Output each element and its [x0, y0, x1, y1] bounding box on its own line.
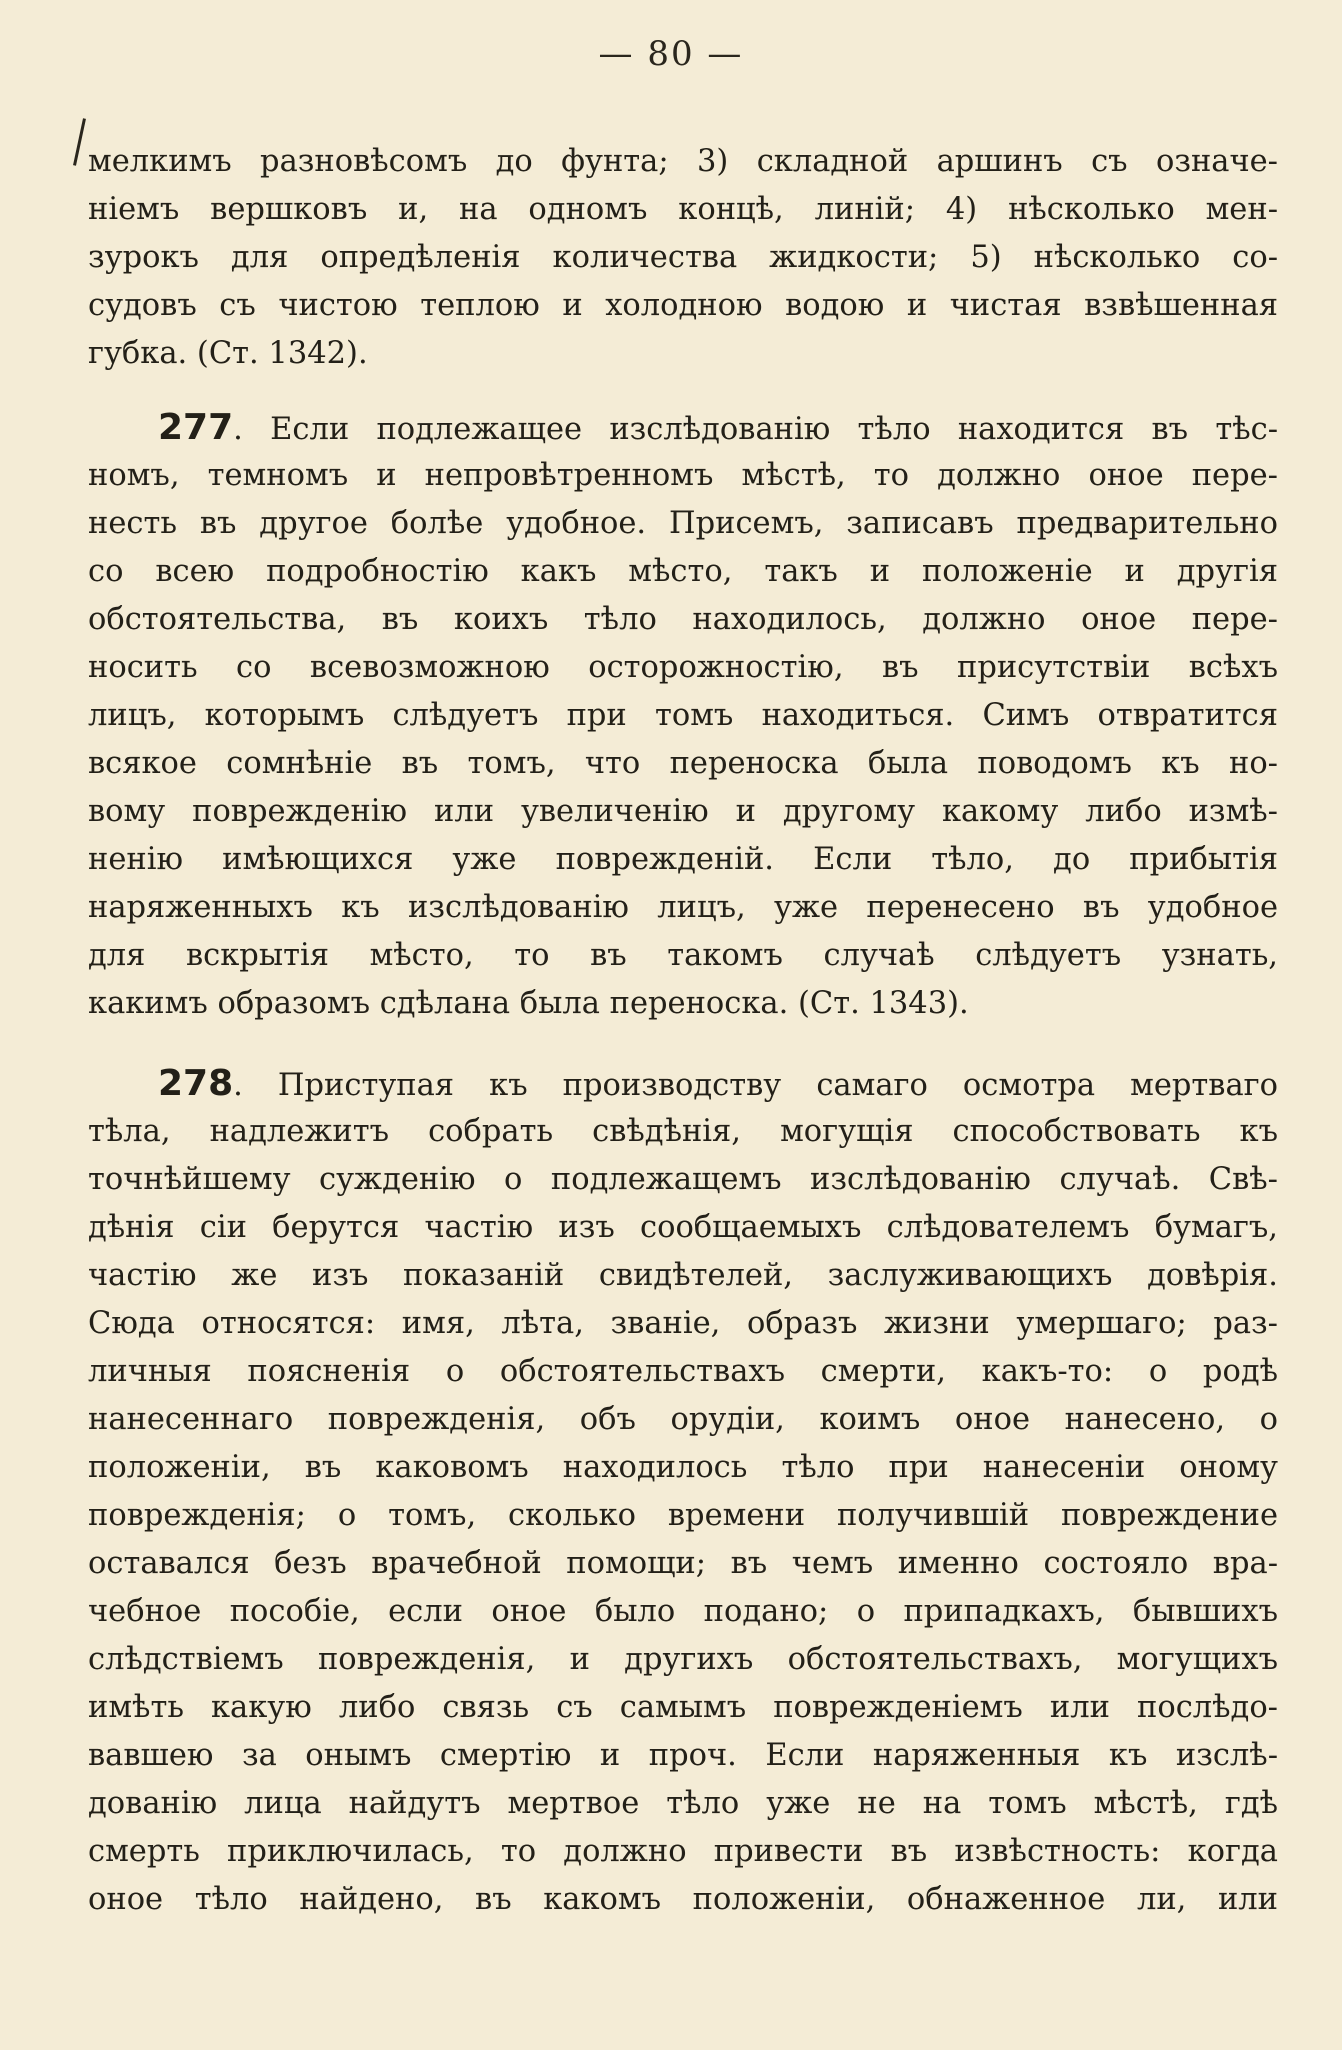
- text-line: Сюда относятся: имя, лѣта, званіе, образъ жизни умершаго; раз-: [88, 1306, 1278, 1341]
- text-line: чебное пособіе, если оное было подано; о припадкахъ, бывшихъ: [88, 1594, 1278, 1629]
- text-line-rest: . Если подлежащее изслѣдованію тѣло находится въ тѣс-: [233, 412, 1278, 447]
- text-line: слѣдствіемъ поврежденія, и другихъ обстоятельствахъ, могущихъ: [88, 1642, 1278, 1677]
- text-line: обстоятельства, въ коихъ тѣло находилось, должно оное пере-: [88, 602, 1278, 637]
- text-line: ніемъ вершковъ и, на одномъ концѣ, линій; 4) нѣсколько мен-: [88, 192, 1278, 227]
- text-line: со всею подробностію какъ мѣсто, такъ и положеніе и другія: [88, 554, 1278, 589]
- paragraph-278: [88, 1060, 1278, 1924]
- text-line: для вскрытія мѣсто, то въ такомъ случаѣ слѣдуетъ узнать,: [88, 938, 1278, 973]
- text-line: вому поврежденію или увеличенію и другому какому либо измѣ-: [88, 794, 1278, 829]
- text-line-rest: . Приступая къ производству самаго осмотра мертваго: [233, 1068, 1278, 1103]
- text-line: номъ, темномъ и непровѣтренномъ мѣстѣ, то должно оное пере-: [88, 458, 1278, 493]
- paragraph-number: 278: [158, 1063, 234, 1104]
- page-number: — 80 —: [598, 34, 744, 74]
- text-line: поврежденія; о томъ, сколько времени получившій повреждение: [88, 1498, 1278, 1533]
- text-line: лицъ, которымъ слѣдуетъ при томъ находиться. Симъ отвратится: [88, 698, 1278, 733]
- text-line: носить со всевозможною осторожностію, въ присутствіи всѣхъ: [88, 650, 1278, 685]
- text-line: имѣть какую либо связь съ самымъ поврежденіемъ или послѣдо-: [88, 1690, 1278, 1725]
- text-line: положеніи, въ каковомъ находилось тѣло при нанесеніи оному: [88, 1450, 1278, 1485]
- text-line: ненію имѣющихся уже поврежденій. Если тѣло, до прибытія: [88, 842, 1278, 877]
- text-line: личныя поясненія о обстоятельствахъ смерти, какъ-то: о родѣ: [88, 1354, 1278, 1389]
- paragraph-number: 277: [158, 407, 234, 448]
- paragraph-277: [88, 404, 1278, 1028]
- text-line: нанесеннаго поврежденія, объ орудіи, коимъ оное нанесено, о: [88, 1402, 1278, 1437]
- text-line: судовъ съ чистою теплою и холодною водою и чистая взвѣшенная: [88, 288, 1278, 323]
- text-line: какимъ образомъ сдѣлана была переноска. (Ст. 1343).: [88, 986, 969, 1021]
- paragraph-first-line: [88, 404, 1278, 452]
- text-line: оставался безъ врачебной помощи; въ чемъ именно состояло вра-: [88, 1546, 1278, 1581]
- text-line: дованію лица найдутъ мертвое тѣло уже не на томъ мѣстѣ, гдѣ: [88, 1786, 1278, 1821]
- paragraph-first-line: [88, 1060, 1278, 1108]
- text-line: тѣла, надлежитъ собрать свѣдѣнія, могущія способствовать къ: [88, 1114, 1278, 1149]
- paragraph-continuation: [88, 138, 1278, 378]
- text-line: несть въ другое болѣе удобное. Присемъ, записавъ предварительно: [88, 506, 1278, 541]
- margin-pencil-mark: [73, 118, 86, 166]
- text-line: губка. (Ст. 1342).: [88, 336, 368, 371]
- text-line: дѣнія сіи берутся частію изъ сообщаемыхъ слѣдователемъ бумагъ,: [88, 1210, 1278, 1245]
- text-line: точнѣйшему сужденію о подлежащемъ изслѣдованію случаѣ. Свѣ-: [88, 1162, 1278, 1197]
- text-line: вавшею за онымъ смертію и проч. Если наряженныя къ изслѣ-: [88, 1738, 1278, 1773]
- text-line: всякое сомнѣніе въ томъ, что переноска была поводомъ къ но-: [88, 746, 1278, 781]
- text-line: мелкимъ разновѣсомъ до фунта; 3) складной аршинъ съ означе-: [88, 144, 1278, 179]
- text-line: зурокъ для опредѣленія количества жидкости; 5) нѣсколько со-: [88, 240, 1278, 275]
- text-line: частію же изъ показаній свидѣтелей, заслуживающихъ довѣрія.: [88, 1258, 1278, 1293]
- text-line: смерть приключилась, то должно привести въ извѣстность: когда: [88, 1834, 1278, 1869]
- text-line: оное тѣло найдено, въ какомъ положеніи, обнаженное ли, или: [88, 1882, 1278, 1917]
- text-line: наряженныхъ къ изслѣдованію лицъ, уже перенесено въ удобное: [88, 890, 1278, 925]
